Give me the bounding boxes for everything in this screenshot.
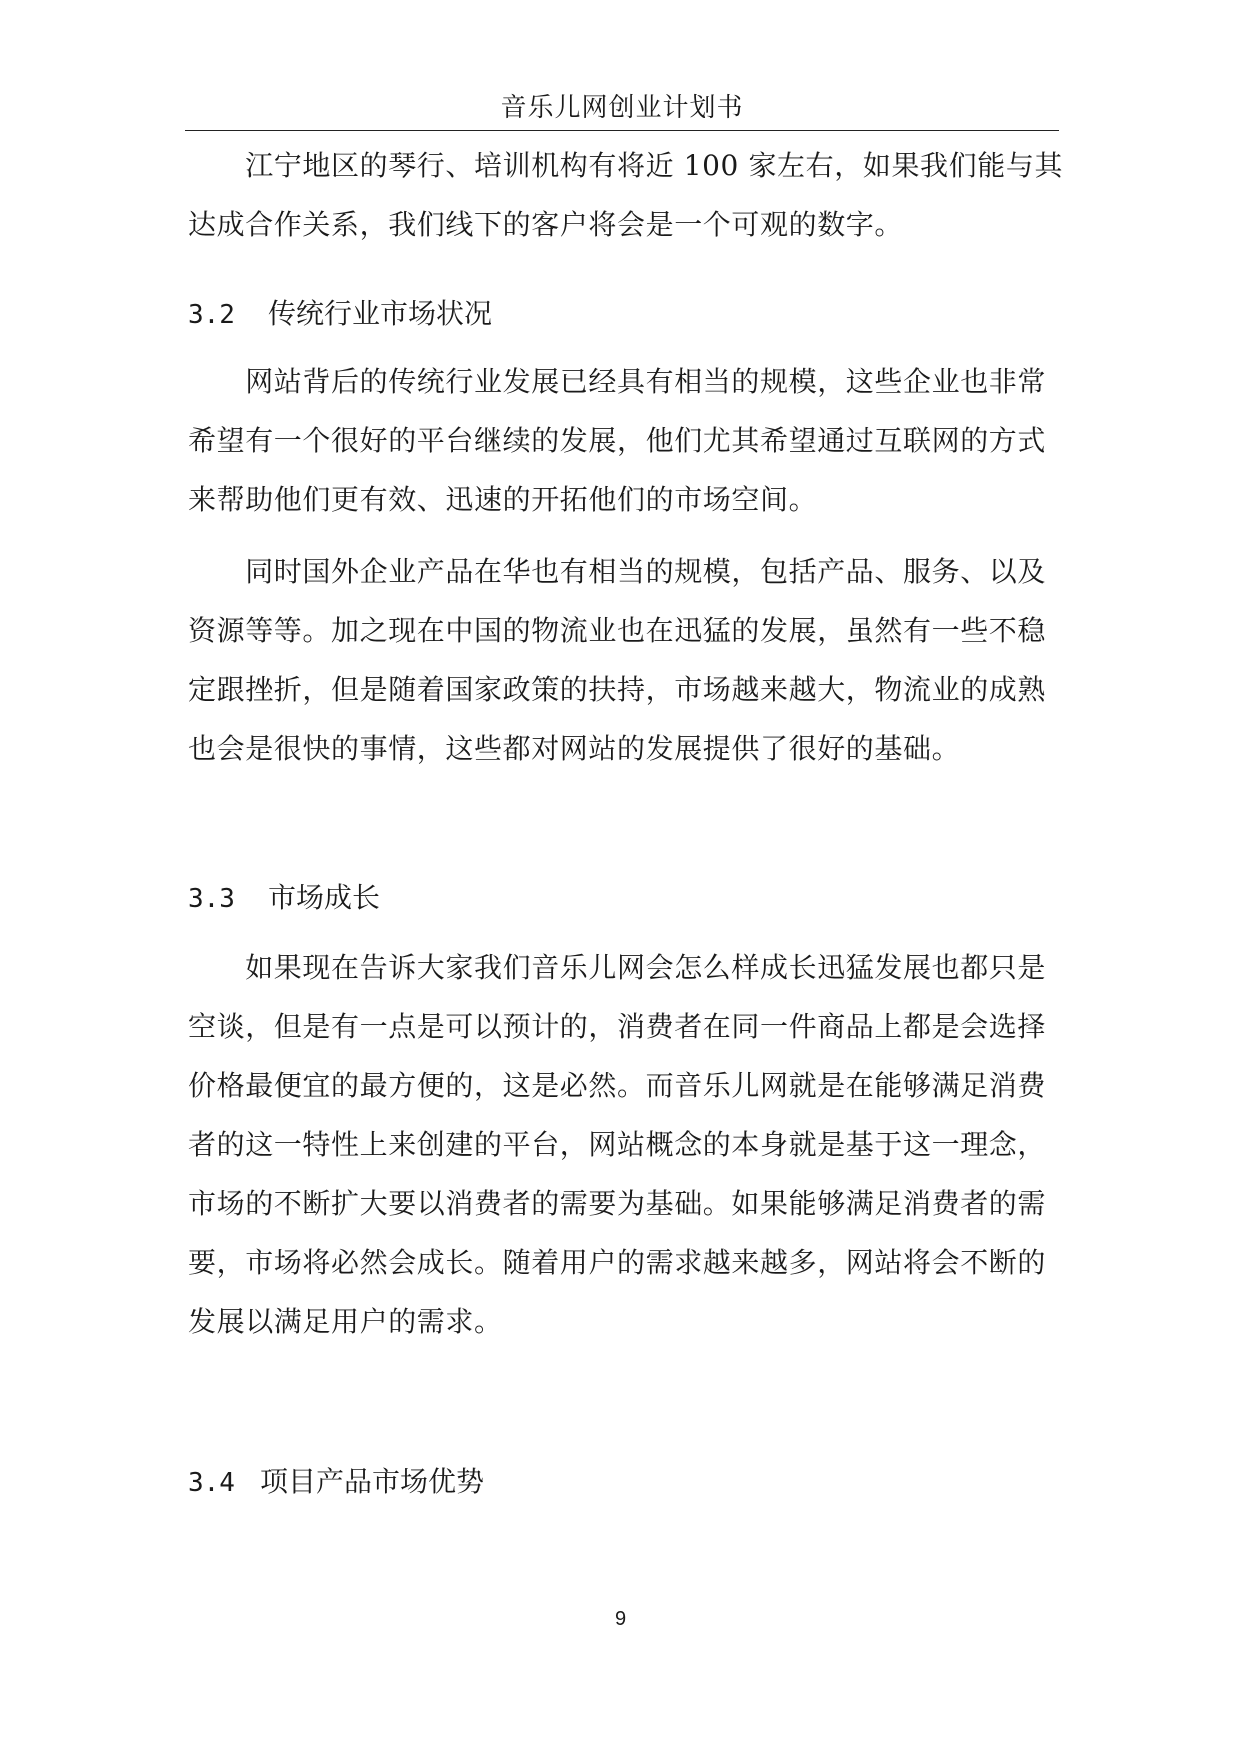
paragraph-line: 江宁地区的琴行、培训机构有将近 100 家左右，如果我们能与其	[188, 149, 1064, 182]
paragraph-line: 要，市场将必然会成长。随着用户的需求越来越多，网站将会不断的	[188, 1246, 1047, 1279]
section-heading-3-3	[188, 878, 380, 919]
section-number: 3.3	[188, 884, 235, 914]
paragraph-line: 定跟挫折，但是随着国家政策的扶持，市场越来越大，物流业的成熟	[188, 673, 1047, 706]
page-number: 9	[614, 1608, 627, 1630]
section-title: 市场成长	[268, 881, 381, 914]
section-heading-3-2	[188, 294, 492, 335]
section-heading-3-4	[188, 1462, 484, 1503]
document-title: 音乐儿网创业计划书	[500, 93, 744, 123]
paragraph-market-growth	[188, 938, 1046, 1351]
paragraph-line: 同时国外企业产品在华也有相当的规模，包括产品、服务、以及	[188, 555, 1047, 588]
paragraph-line: 来帮助他们更有效、迅速的开拓他们的市场空间。	[188, 483, 818, 516]
section-number: 3.2	[188, 300, 235, 330]
paragraph-line: 者的这一特性上来创建的平台，网站概念的本身就是基于这一理念，	[188, 1128, 1047, 1161]
page-header	[185, 86, 1059, 131]
section-title: 项目产品市场优势	[260, 1465, 485, 1498]
paragraph-line: 空谈，但是有一点是可以预计的，消费者在同一件商品上都是会选择	[188, 1010, 1047, 1043]
paragraph-line: 市场的不断扩大要以消费者的需要为基础。如果能够满足消费者的需	[188, 1187, 1047, 1220]
paragraph-foreign-products	[188, 542, 1046, 778]
paragraph-line: 价格最便宜的最方便的，这是必然。而音乐儿网就是在能够满足消费	[188, 1069, 1047, 1102]
paragraph-jiangning	[188, 136, 1063, 254]
paragraph-line: 资源等等。加之现在中国的物流业也在迅猛的发展，虽然有一些不稳	[188, 614, 1047, 647]
paragraph-line: 希望有一个很好的平台继续的发展，他们尤其希望通过互联网的方式	[188, 424, 1047, 457]
paragraph-line: 达成合作关系，我们线下的客户将会是一个可观的数字。	[188, 208, 904, 241]
paragraph-line: 也会是很快的事情，这些都对网站的发展提供了很好的基础。	[188, 732, 961, 765]
paragraph-line: 发展以满足用户的需求。	[188, 1305, 503, 1338]
paragraph-line: 如果现在告诉大家我们音乐儿网会怎么样成长迅猛发展也都只是	[188, 951, 1047, 984]
paragraph-line: 网站背后的传统行业发展已经具有相当的规模，这些企业也非常	[188, 365, 1047, 398]
section-number: 3.4	[188, 1468, 235, 1498]
paragraph-traditional-industry	[188, 352, 1046, 529]
section-title: 传统行业市场状况	[268, 297, 493, 330]
